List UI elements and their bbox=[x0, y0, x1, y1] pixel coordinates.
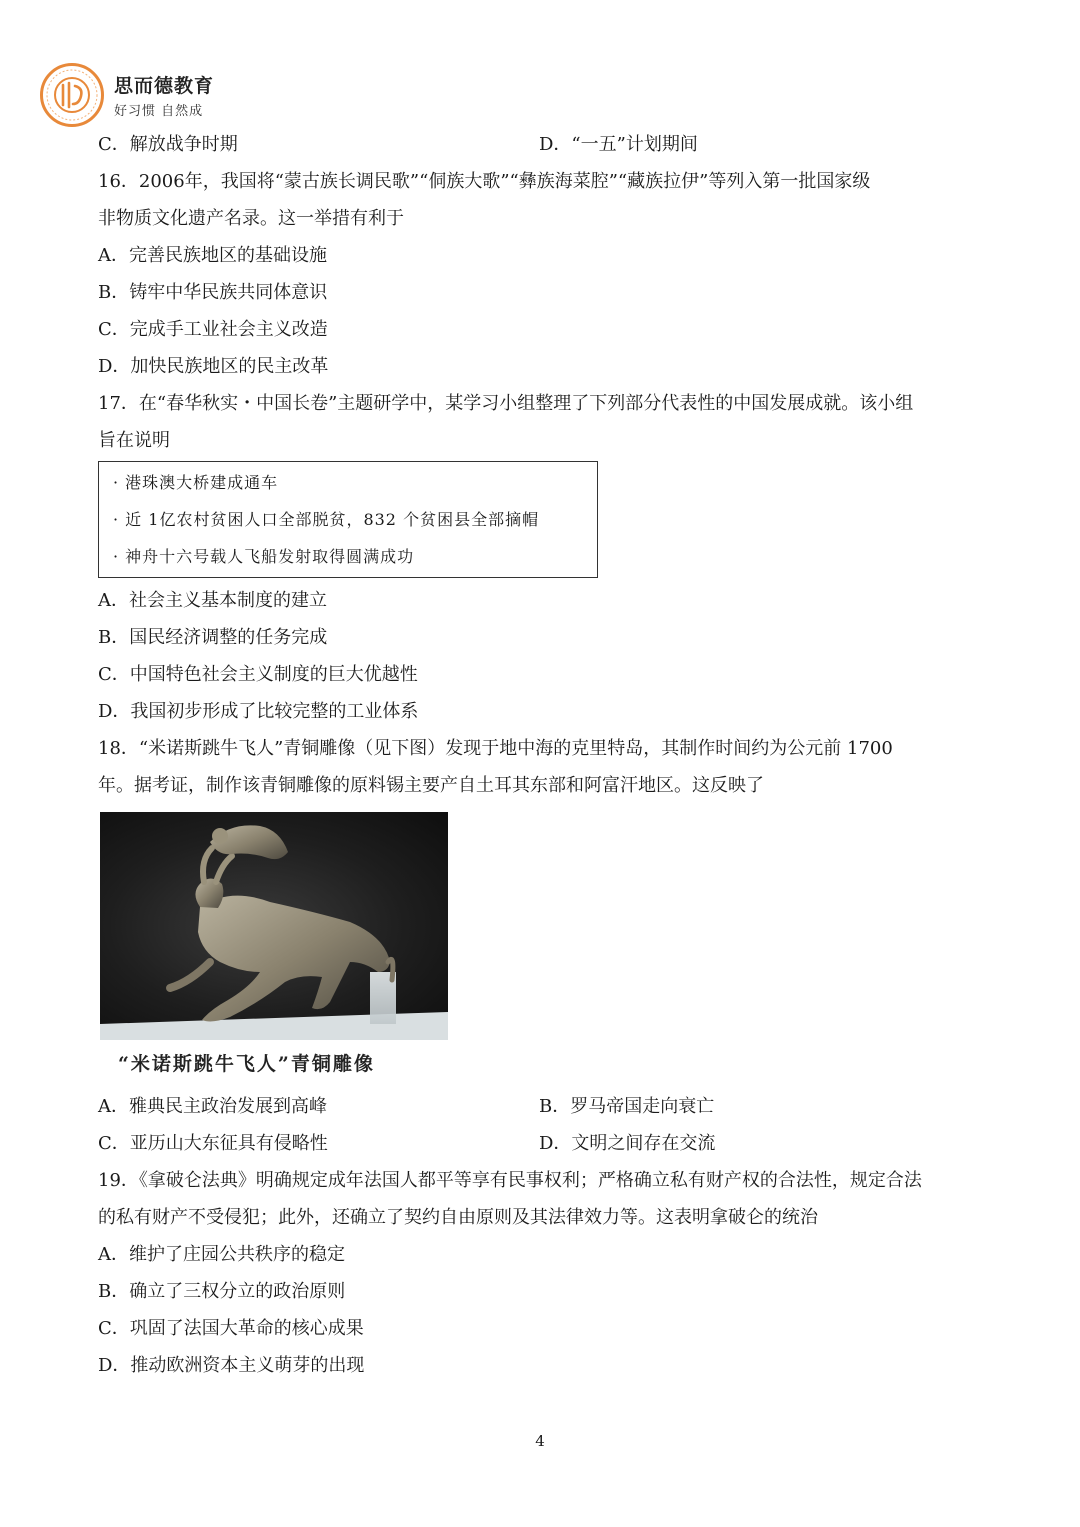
q17-option-a: A．社会主义基本制度的建立 bbox=[98, 590, 327, 611]
brand-slogan: 好习惯 自然成 bbox=[114, 104, 204, 119]
header bbox=[40, 60, 214, 130]
q16-option-a: A．完善民族地区的基础设施 bbox=[98, 245, 327, 266]
figure-caption: “米诺斯跳牛飞人”青铜雕像 bbox=[118, 1053, 375, 1075]
page-number: 4 bbox=[535, 1432, 545, 1450]
q16-stem-line-1: 16．2006年，我国将“蒙古族长调民歌”“侗族大歌”“彝族海菜腔”“藏族拉伊”等列入第一批国家级 bbox=[98, 171, 871, 192]
q17-achievements-box bbox=[98, 461, 598, 578]
q18-stem-line-2: 年。据考证，制作该青铜雕像的原料锡主要产自土耳其东部和阿富汗地区。这反映了 bbox=[98, 775, 764, 796]
q18-option-d: D．文明之间存在交流 bbox=[539, 1133, 716, 1154]
q19-stem-line-1: 19．《拿破仑法典》明确规定成年法国人都平等享有民事权利；严格确立私有财产权的合法性，规定合法 bbox=[98, 1170, 922, 1191]
q17-box-item-3: · 神舟十六号载人飞船发射取得圆满成功 bbox=[113, 547, 415, 566]
q18-option-c: C．亚历山大东征具有侵略性 bbox=[98, 1133, 328, 1154]
page-content bbox=[98, 126, 988, 1384]
q16-option-d: D．加快民族地区的民主改革 bbox=[98, 356, 329, 377]
q19-option-c: C．巩固了法国大革命的核心成果 bbox=[98, 1318, 364, 1339]
q18-options-cd bbox=[98, 1125, 988, 1162]
q16-stem-line-2: 非物质文化遗产名录。这一举措有利于 bbox=[98, 208, 404, 229]
q15-options-cd bbox=[98, 126, 988, 163]
q19-option-b: B．确立了三权分立的政治原则 bbox=[98, 1281, 346, 1302]
q18-stem-line-1: 18．“米诺斯跳牛飞人”青铜雕像（见下图）发现于地中海的克里特岛，其制作时间约为公元前 1700 bbox=[98, 738, 893, 759]
q17-option-d: D．我国初步形成了比较完整的工业体系 bbox=[98, 701, 419, 722]
q16-option-c: C．完成手工业社会主义改造 bbox=[98, 319, 328, 340]
q15-option-d: D．“一五”计划期间 bbox=[539, 134, 698, 155]
q17-stem-line-1: 17．在“春华秋实・中国长卷”主题研学中，某学习小组整理了下列部分代表性的中国发展成就。该小组 bbox=[98, 393, 914, 414]
bronze-statue-photo bbox=[100, 812, 448, 1040]
q18-figure bbox=[100, 812, 450, 1084]
brand bbox=[114, 71, 214, 119]
logo-mark-icon bbox=[43, 66, 101, 124]
q16-option-b: B．铸牢中华民族共同体意识 bbox=[98, 282, 328, 303]
q17-box-item-1: · 港珠澳大桥建成通车 bbox=[113, 473, 279, 492]
brand-name: 思而德教育 bbox=[114, 75, 215, 97]
q17-stem-line-2: 旨在说明 bbox=[98, 430, 170, 451]
q17-option-c: C．中国特色社会主义制度的巨大优越性 bbox=[98, 664, 418, 685]
q19-option-d: D．推动欧洲资本主义萌芽的出现 bbox=[98, 1355, 365, 1376]
q17-option-b: B．国民经济调整的任务完成 bbox=[98, 627, 328, 648]
q17-box-item-2: · 近 1亿农村贫困人口全部脱贫，832 个贫困县全部摘帽 bbox=[113, 510, 540, 529]
q18-option-a: A．雅典民主政治发展到高峰 bbox=[98, 1096, 327, 1117]
q19-stem-line-2: 的私有财产不受侵犯；此外，还确立了契约自由原则及其法律效力等。这表明拿破仑的统治 bbox=[98, 1207, 818, 1228]
bull-leaper-statue-icon bbox=[100, 812, 448, 1040]
q15-option-c: C．解放战争时期 bbox=[98, 134, 238, 155]
q18-options-ab bbox=[98, 1088, 988, 1125]
q19-option-a: A．维护了庄园公共秩序的稳定 bbox=[98, 1244, 345, 1265]
logo bbox=[40, 63, 104, 127]
q18-option-b: B．罗马帝国走向衰亡 bbox=[539, 1096, 715, 1117]
